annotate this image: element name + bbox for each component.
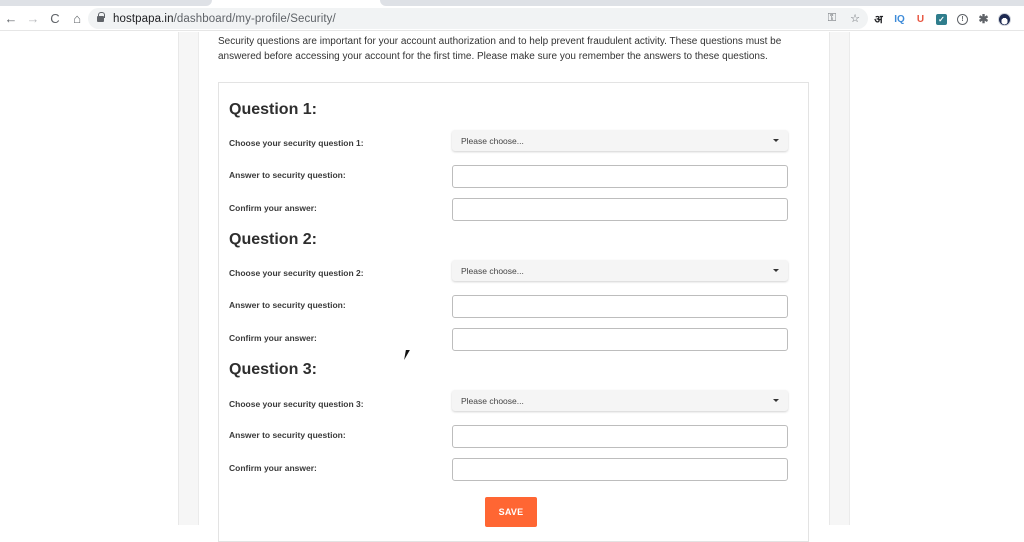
confirm-1-input[interactable] [452,198,788,221]
reload-icon[interactable]: C [50,11,60,26]
answer-1-label: Answer to security question: [229,170,346,180]
confirm-1-label: Confirm your answer: [229,203,317,213]
right-gutter [829,32,850,525]
answer-2-input[interactable] [452,295,788,318]
answer-2-label: Answer to security question: [229,300,346,310]
question-2-title: Question 2: [229,231,318,248]
security-questions-form [218,82,809,542]
profile-avatar[interactable] [994,7,1015,31]
confirm-2-input[interactable] [452,328,788,351]
choose-question-2-label: Choose your security question 2: [229,268,364,278]
security-question-2-select[interactable]: Please choose... [452,260,788,281]
check-extension-icon[interactable]: ✓ [931,7,952,31]
home-icon[interactable]: ⌂ [73,11,81,26]
chevron-down-icon [773,139,779,142]
security-question-3-select[interactable]: Please choose... [452,390,788,411]
page-content [0,32,1024,525]
browser-tab-inactive[interactable] [380,0,1024,6]
url-text[interactable]: hostpapa.in/dashboard/my-profile/Security/ [113,12,336,25]
choose-question-1-label: Choose your security question 1: [229,138,364,148]
back-icon[interactable]: ← [4,11,18,26]
question-1-title: Question 1: [229,101,318,118]
bookmark-star-icon[interactable]: ☆ [850,13,860,25]
answer-3-input[interactable] [452,425,788,448]
answer-1-input[interactable] [452,165,788,188]
hindi-extension-icon[interactable]: अ [874,13,883,26]
address-bar[interactable] [88,8,868,29]
lock-icon[interactable] [97,15,104,23]
security-intro-text: Security questions are important for your account authorization and to help prevent fraudulent activity. These questions must be answered before accessing your account for the first time. Please make sure you remember the answers to these questions. [218,36,782,62]
iq-extension-icon[interactable]: IQ [894,13,905,25]
extensions-puzzle-icon[interactable]: ✱ [978,12,989,26]
forward-icon[interactable]: → [26,11,40,26]
info-extension-icon[interactable]: ! [952,7,973,31]
security-question-1-select[interactable]: Please choose... [452,130,788,151]
answer-3-label: Answer to security question: [229,430,346,440]
tab-strip [0,0,1024,7]
left-gutter [178,32,199,525]
confirm-3-label: Confirm your answer: [229,463,317,473]
chevron-down-icon [773,269,779,272]
u-extension-icon[interactable]: U [916,13,925,25]
confirm-2-label: Confirm your answer: [229,333,317,343]
chevron-down-icon [773,399,779,402]
browser-toolbar [0,7,1024,31]
browser-tab-inactive[interactable] [0,0,212,6]
confirm-3-input[interactable] [452,458,788,481]
choose-question-3-label: Choose your security question 3: [229,399,364,409]
avatar-icon [998,13,1011,26]
save-button[interactable]: SAVE [485,497,537,527]
question-3-title: Question 3: [229,361,318,378]
key-icon[interactable]: ⚿ [827,12,837,24]
extensions-bar [868,7,1015,31]
